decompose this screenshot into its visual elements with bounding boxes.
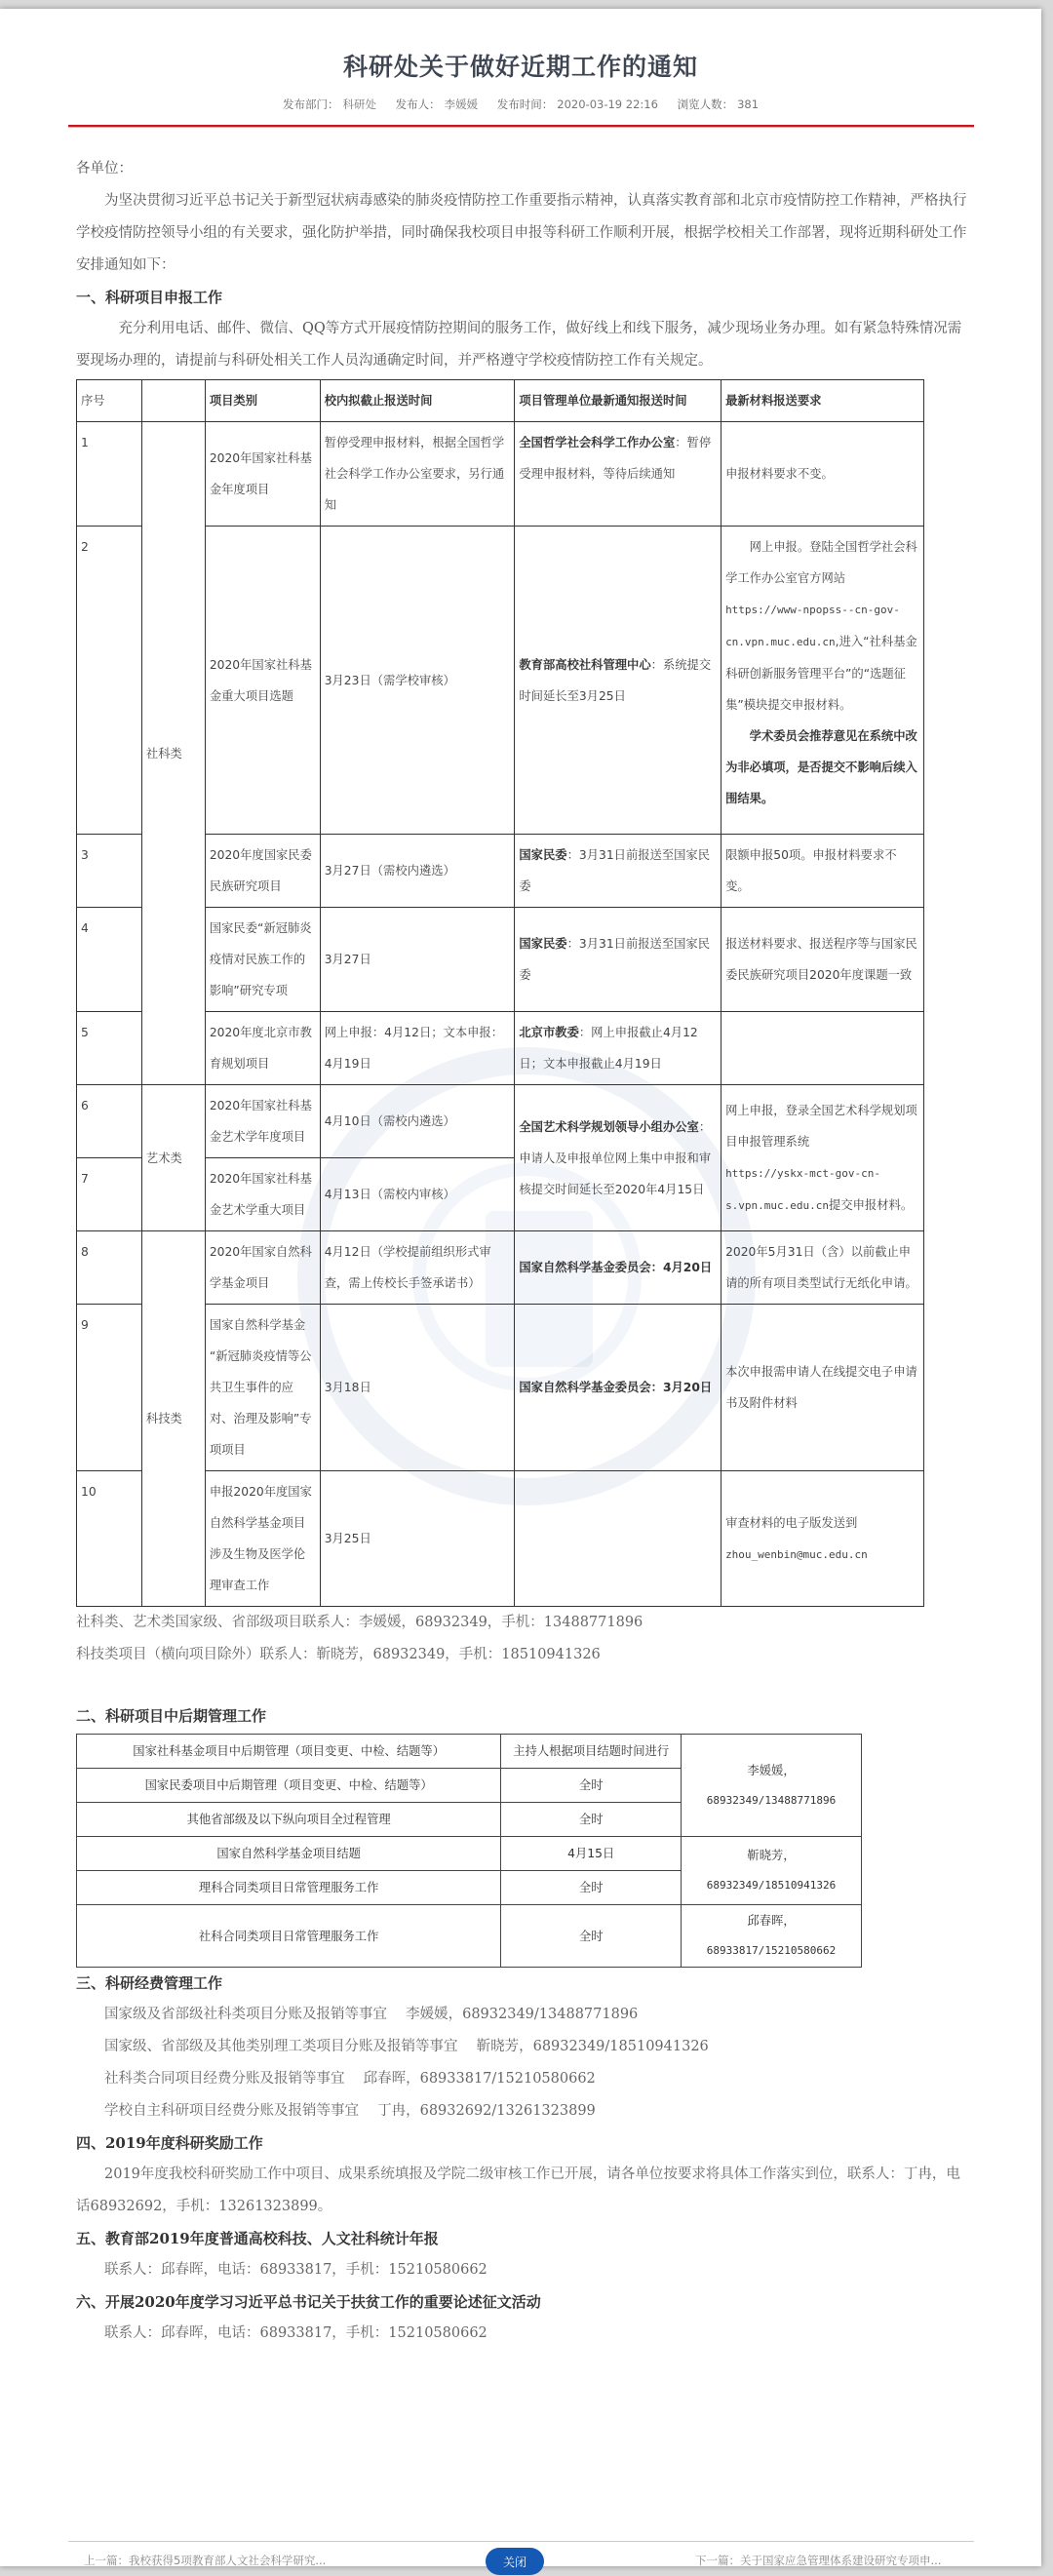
table-row: 其他省部级及以下纵向项目全过程管理 全时 — [77, 1803, 862, 1837]
intro-paragraph: 为坚决贯彻习近平总书记关于新型冠状病毒感染的肺炎疫情防控工作重要指示精神，认真落实教育部和北京市疫情防控工作精神，严格执行学校疫情防控领导小组的有关要求，强化防护举措，同时确保我校项目申报等科研工作顺利开展，根据学校相关工作部署，现将近期科研处工作安排通知如下： — [76, 193, 967, 273]
footer-divider — [68, 2541, 974, 2542]
email-link[interactable]: zhou_wenbin@muc.edu.cn — [725, 1547, 868, 1561]
table-row: 国家自然科学基金项目结题 4月15日 靳晓芳， 68932349/18510941326 — [77, 1837, 862, 1871]
table-row: 9 国家自然科学基金 “新冠肺炎疫情等公共卫生事件的应对、治理及影响”专项项目 3月18日 国家自然科学基金委员会：3月20日 本次申报需申请人在线提交电子申请书及附件材料 — [77, 1305, 924, 1471]
table-row: 10 申报2020年度国家自然科学基金项目涉及生物及医学伦理审查工作 3月25日 审查材料的电子版发送到 zhou_wenbin@muc.edu.cn — [77, 1471, 924, 1607]
close-button[interactable]: 关闭 — [486, 2548, 544, 2575]
group-science-tech: 科技类 — [141, 1231, 205, 1607]
table-row: 社科合同类项目日常管理服务工作 全时 邱春晖， 68933817/15210580662 — [77, 1905, 862, 1968]
yskx-link[interactable]: https://yskx-mct-gov-cn-s.vpn.muc.edu.cn — [725, 1166, 881, 1212]
table-row: 6 艺术类 2020年国家社科基金艺术学年度项目 4月10日（需校内遴选） 全国艺术科学规划领导小组办公室：申请人及申报单位网上集中申报和审核提交时间延长至2020年4月15日 网上申报，登录全国艺术科学规划项目申报管理系统 https://yskx-mct-gov-cn-s.vpn.muc.edu.cn提交申报材料。 — [77, 1085, 924, 1158]
table-row: 国家民委项目中后期管理（项目变更、中检、结题等） 全时 — [77, 1769, 862, 1803]
prev-article-link[interactable]: 上一篇：我校获得5项教育部人文社会科学研究... — [84, 2554, 327, 2567]
article-body: 各单位： 为坚决贯彻习近平总书记关于新型冠状病毒感染的肺炎疫情防控工作重要指示精神，认真落实教育部和北京市疫情防控工作精神，严格执行学校疫情防控领导小组的有关要求，强化防护举措，同时确保我校项目申报等科研工作顺利开展，根据学校相关工作部署，现将近期科研处工作安排通知如下： 一、科研项目申报工作 充分利用电话、邮件、微信、QQ等方式开展疫情防控期间的服务工作，做好线上和线下服务，减少现场业务办理。如有紧急特殊情况需要现场办理的，请提前与科研处相关工作人员沟通确定时间，并严格遵守学校疫情防控工作有关规定。 序号 项目类别 校内拟截止报送时间 项目管理单位最新通知报送时间 最新材料报送要求 1 社科类 2020年国家社科基金年度项目 暂停受理申报材料，根据全国哲学社会科学工作办公室要求，另行通知 全国哲学社会科学工作办公室：暂停受理申报材料，等待后续通知 申报材料要求不变。 2 2020年国家社科基金重大项目选题 3月23日（需学校审核） 教育部高校社科管理中心：系统提交时间延长至3月25日 网上申报。登陆全国哲学社会科学工作办公室官方网站 https://www-npopss--cn-gov-cn.vpn.muc.edu.cn,进入“社科基金科研创新服务管理平台”的“选题征集”模块提交申报材料。 学术委员会推荐意见在系统中改为非必填项，是否提交不影响后续入围结果。 3 2020年度国家民委民族研究项目 3月27日（需校内遴选） 国家民委：3月31日前报送至国家民委 限额申报50项。申报材料要求不变。 4 国家民委“新冠肺炎疫情对民族工作的影响”研究专项 3月27日 国家民委：3月31日前报送至国家民委 报送材料要求、报送程序等与国家民委民族研究项目2020年度课题一致 5 2020年度北京市教育规划项目 网上申报：4月12日；文本申报：4月19日 北京市教委：网上申报截止4月12日；文本申报截止4月19日 6 艺术类 2020年国家社科基金艺术学年度项目 4月10日（需校内遴选） 全国艺术科学规划领导小组办公室：申请人及申报单位网上集中申报和审核提交时间延长至2020年4月15日 网上申报，登录全国艺术科学规划项目申报管理系统 https://yskx-mct-gov-cn-s.vpn.muc.edu.cn提交申报材料。 7 2020年国家社科基金艺术学重大项目 4月13日（需校内审核） 8 科技类 2020年国家自然科学基金项目 4月12日（学校提前组织形式审查，需上传校长手签承诺书） 国家自然科学基金委员会：4月20日 2020年5月31日（含）以前截止申请的所有项目类型试行无纸化申请。 9 国家自然科学基金 “新冠肺炎疫情等公共卫生事件的应对、治理及影响”专项项目 3月18日 国家自然科学基金委员会：3月20日 本次申报需申请人在线提交电子申请书及附件材料 10 申报2020年度国家自然科学基金项目涉及生物及医学伦理审查工作 3月25日 审查材料的电子版发送到 zhou_wenbin@muc.edu.cn 社科类、艺术类国家级、省部级项目联系人：李媛媛，68932349，手机：13488771896 科技类项目（横向项目除外）联系人：靳晓芳，68932349，手机：18510941326 二、科研项目中后期管理工作 国家社科基金项目中后期管理（项目变更、中检、结题等） 主持人根据项目结题时间进行 李媛媛， 68932349/13488771896 国家民委项目中后期管理（项目变更、中检、结题等） 全时 其他省部级及以下纵向项目全过程管理 全时 国家自然科学基金项目结题 4月15日 靳晓芳， 68932349/18510941326 理科合同类项目日常管理服务工作 全时 社科合同类项目日常管理服务工作 全时 邱春晖， 68933817/15210580662 三、科研经费管理工作 国家级及省部级社科类项目分账及报销等事宜 李媛媛，68932349/13488771896 国家级、省部级及其他类别理工类项目分账及报销等事宜 靳晓芳，68932349/18510941326 社科类合同项目经费分账及报销等事宜 邱春晖，68933817/15210580662 学校自主科研项目经费分账及报销等事宜 丁冉，68932692/13261323899 四、2019年度科研奖励工作 2019年度我校科研奖励工作中项目、成果系统填报及学院二级审核工作已开展，请各单位按要求将具体工作落实到位，联系人：丁冉，电话68932692，手机：13261323899。 五、教育部2019年度普通高校科技、人文社科统计年报 联系人：邱春晖，电话：68933817，手机：15210580662 六、开展2020年度学习习近平总书记关于扶贫工作的重要论述征文活动 联系人：邱春晖，电话：68933817，手机：15210580662 — [76, 153, 973, 2350]
meta-views: 381 — [737, 98, 760, 111]
section-heading-6: 六、开展2020年度学习习近平总书记关于扶贫工作的重要论述征文活动 — [76, 2293, 541, 2311]
article-page — [0, 9, 1041, 2569]
section-heading-4: 四、2019年度科研奖励工作 — [76, 2134, 263, 2152]
meta-time: 2020-03-19 22:16 — [557, 98, 658, 111]
group-social-science: 社科类 — [141, 422, 205, 1085]
contact-science: 科技类项目（横向项目除外）联系人：靳晓芳，68932349，手机：18510941326 — [76, 1647, 601, 1662]
table-row: 1 社科类 2020年国家社科基金年度项目 暂停受理申报材料，根据全国哲学社会科学工作办公室要求，另行通知 全国哲学社会科学工作办公室：暂停受理申报材料，等待后续通知 申报材料要求不变。 — [77, 422, 924, 527]
mid-late-management-table — [76, 1734, 862, 1968]
table-row: 7 2020年国家社科基金艺术学重大项目 4月13日（需校内审核） — [77, 1158, 924, 1231]
article-meta: 发布部门： 科研处 发布人： 李媛媛 发布时间： 2020-03-19 22:16 浏览人数： 381 — [282, 98, 760, 111]
table-row: 5 2020年度北京市教育规划项目 网上申报：4月12日；文本申报：4月19日 北京市教委：网上申报截止4月12日；文本申报截止4月19日 — [77, 1012, 924, 1085]
meta-author: 李媛媛 — [444, 98, 479, 111]
contact-social-art: 社科类、艺术类国家级、省部级项目联系人：李媛媛，68932349，手机：13488771896 — [76, 1615, 644, 1630]
next-article-link[interactable]: 下一篇：关于国家应急管理体系建设研究专项申... — [695, 2554, 942, 2567]
page-title: 科研处关于做好近期工作的通知 — [342, 53, 698, 81]
table-row: 理科合同类项目日常管理服务工作 全时 — [77, 1871, 862, 1905]
table-row: 3 2020年度国家民委民族研究项目 3月27日（需校内遴选） 国家民委：3月31日前报送至国家民委 限额申报50项。申报材料要求不变。 — [77, 835, 924, 908]
table-row: 8 科技类 2020年国家自然科学基金项目 4月12日（学校提前组织形式审查，需上传校长手签承诺书） 国家自然科学基金委员会：4月20日 2020年5月31日（含）以前截止申请的所有项目类型试行无纸化申请。 — [77, 1231, 924, 1305]
group-art: 艺术类 — [141, 1085, 205, 1231]
section-heading-5: 五、教育部2019年度普通高校科技、人文社科统计年报 — [76, 2230, 439, 2247]
table-row: 国家社科基金项目中后期管理（项目变更、中检、结题等） 主持人根据项目结题时间进行 李媛媛， 68932349/13488771896 — [77, 1735, 862, 1769]
section-heading-1: 一、科研项目申报工作 — [76, 289, 223, 306]
salutation: 各单位： — [76, 161, 133, 176]
meta-dept: 科研处 — [342, 98, 376, 111]
section-heading-3: 三、科研经费管理工作 — [76, 1974, 223, 1992]
project-application-table — [76, 379, 924, 1607]
title-divider — [68, 125, 974, 127]
section1-paragraph: 充分利用电话、邮件、微信、QQ等方式开展疫情防控期间的服务工作，做好线上和线下服务，减少现场业务办理。如有紧急特殊情况需要现场办理的，请提前与科研处相关工作人员沟通确定时间，并严格遵守学校疫情防控工作有关规定。 — [76, 321, 962, 369]
section-heading-2: 二、科研项目中后期管理工作 — [76, 1707, 267, 1725]
table-row: 4 国家民委“新冠肺炎疫情对民族工作的影响”研究专项 3月27日 国家民委：3月31日前报送至国家民委 报送材料要求、报送程序等与国家民委民族研究项目2020年度课题一致 — [77, 908, 924, 1012]
table-row: 2 2020年国家社科基金重大项目选题 3月23日（需学校审核） 教育部高校社科管理中心：系统提交时间延长至3月25日 网上申报。登陆全国哲学社会科学工作办公室官方网站 https://www-npopss--cn-gov-cn.vpn.muc.edu.cn,进入“社科基金科研创新服务管理平台”的“选题征集”模块提交申报材料。 学术委员会推荐意见在系统中改为非必填项，是否提交不影响后续入围结果。 — [77, 527, 924, 835]
table-header-row: 序号 项目类别 校内拟截止报送时间 项目管理单位最新通知报送时间 最新材料报送要求 — [77, 380, 924, 422]
npopss-link[interactable]: https://www-npopss--cn-gov-cn.vpn.muc.edu.cn — [725, 604, 900, 648]
